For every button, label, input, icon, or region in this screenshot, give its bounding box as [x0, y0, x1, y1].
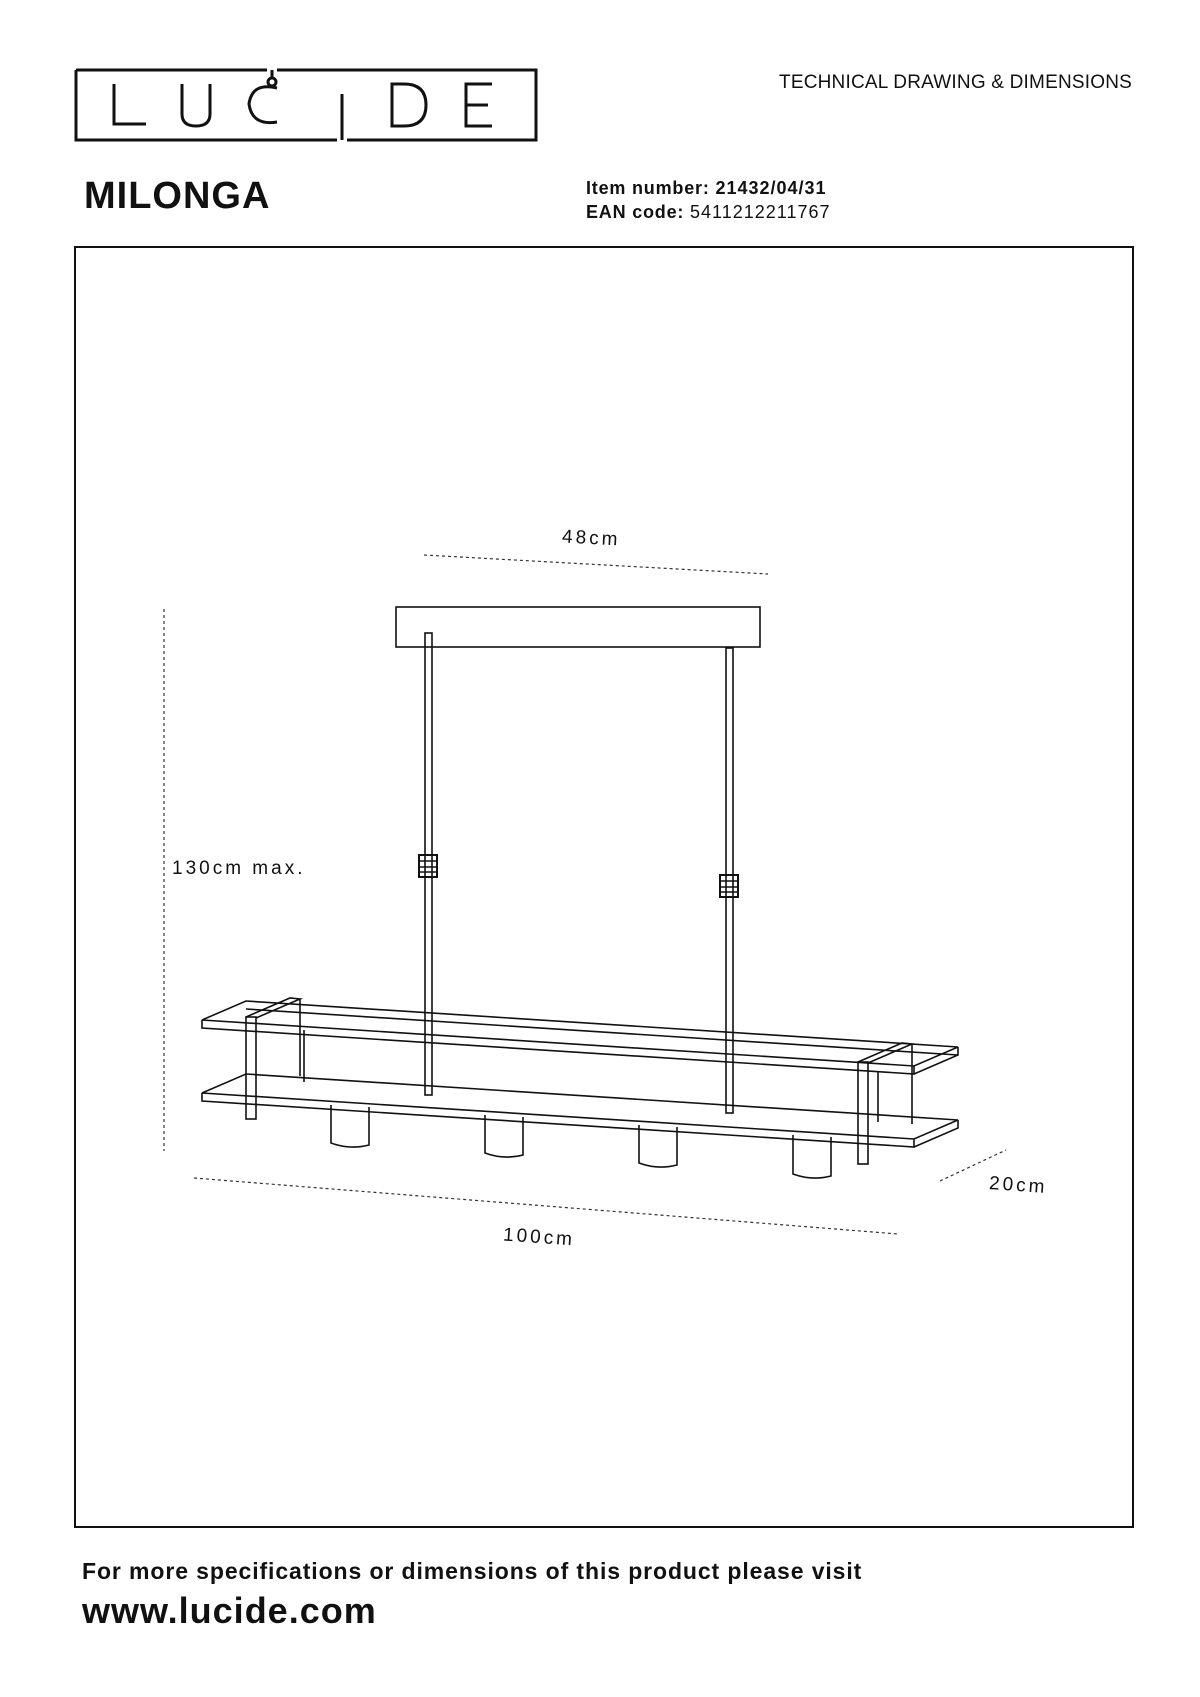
length-line: [194, 1178, 898, 1234]
item-number-row: Item number: 21432/04/31: [586, 178, 827, 198]
height-label: 130cm max.: [172, 858, 306, 879]
depth-label: 20cm: [988, 1172, 1049, 1199]
canopy-width-line: [424, 555, 768, 574]
suspension-rod-left: [419, 633, 437, 1095]
suspension-rod-right: [720, 648, 738, 1113]
lower-shelf: [202, 1074, 958, 1147]
canopy: [396, 607, 760, 647]
product-name: MILONGA: [84, 175, 271, 217]
document-type: TECHNICAL DRAWING & DIMENSIONS: [779, 72, 1132, 93]
upper-frame: [202, 1001, 958, 1074]
end-bracket-left: [246, 998, 300, 1119]
website-link[interactable]: www.lucide.com: [82, 1590, 377, 1631]
canopy-width-label: 48cm: [561, 526, 622, 551]
item-number-value: 21432/04/31: [715, 178, 827, 198]
ean-row: EAN code: 5411212211767: [586, 202, 831, 222]
item-number-label: Item number: [586, 178, 703, 198]
ean-label: EAN code: [586, 202, 678, 222]
ean-value: 5411212211767: [690, 202, 831, 222]
length-label: 100cm: [502, 1224, 576, 1251]
footer-text: For more specifications or dimensions of this product please visit: [82, 1558, 863, 1584]
